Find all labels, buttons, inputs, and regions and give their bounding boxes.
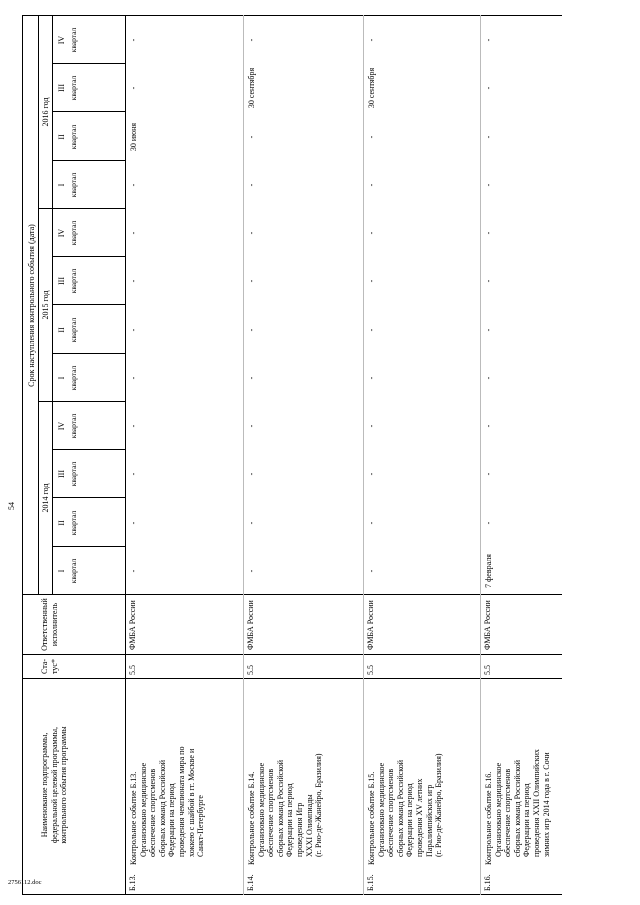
quarter-cell: - bbox=[247, 376, 256, 380]
row-event-line: обеспечение спортсменов bbox=[148, 768, 158, 857]
quarter-cell: - bbox=[484, 38, 493, 42]
quarter-label: квартал bbox=[69, 413, 78, 439]
row-event-line: Федерации на период bbox=[405, 783, 415, 857]
quarter-divider bbox=[52, 111, 125, 112]
row-event-line: проведения Игр bbox=[294, 802, 304, 857]
row-status: 5.5 bbox=[483, 665, 492, 675]
quarter-number: III bbox=[57, 277, 66, 285]
header-bottom-border bbox=[125, 15, 126, 895]
quarter-cell: - bbox=[484, 135, 493, 139]
row-event-name bbox=[129, 679, 206, 865]
header-name: Наименование подпрограммы, федеральной целевой программы, контрольного события программы bbox=[40, 726, 69, 844]
quarter-cell: - bbox=[367, 424, 376, 428]
quarter-label: квартал bbox=[69, 220, 78, 246]
quarter-label: квартал bbox=[69, 317, 78, 343]
quarter-label: квартал bbox=[69, 75, 78, 101]
quarter-label: квартал bbox=[69, 124, 78, 150]
quarter-cell: - bbox=[247, 279, 256, 283]
row-event-line: (г. Рио-де-Жанейро, Бразилия) bbox=[314, 753, 324, 857]
row-event-line: сборных команд Российской bbox=[157, 759, 167, 857]
quarter-cell: - bbox=[367, 135, 376, 139]
quarter-divider bbox=[52, 497, 125, 498]
quarter-number: II bbox=[57, 520, 66, 526]
row-event-line: проведения XV летних bbox=[414, 778, 424, 857]
col-divider-status bbox=[22, 654, 562, 655]
row-event-line: Федерации на период bbox=[285, 783, 295, 857]
row-id: Б.15. bbox=[366, 874, 375, 891]
row-event-line: Организовано медицинское bbox=[256, 762, 266, 857]
row-separator bbox=[480, 15, 481, 895]
quarter-cell: 30 июня bbox=[129, 122, 138, 152]
quarter-cell: - bbox=[484, 279, 493, 283]
quarter-divider bbox=[52, 63, 125, 64]
quarter-cell: - bbox=[247, 521, 256, 525]
quarter-number: III bbox=[57, 470, 66, 478]
quarter-cell: - bbox=[367, 472, 376, 476]
row-event-line: Контрольное событие Б.13. bbox=[129, 771, 138, 865]
row-event-line: Федерации на период bbox=[522, 783, 532, 857]
quarter-cell: - bbox=[367, 279, 376, 283]
quarter-cell: - bbox=[367, 376, 376, 380]
row-event-line: Контрольное событие Б.15. bbox=[367, 771, 376, 865]
quarter-divider bbox=[52, 160, 125, 161]
row-event-line: Организовано медицинское bbox=[138, 762, 148, 857]
quarter-cell: - bbox=[129, 521, 138, 525]
quarter-cell: - bbox=[247, 328, 256, 332]
row-event-line: Санкт-Петербурге bbox=[196, 795, 206, 857]
year-header-underline bbox=[52, 16, 53, 595]
header-deadline: Срок наступления контрольного события (дата) bbox=[27, 224, 36, 387]
quarter-divider bbox=[52, 256, 125, 257]
quarter-cell: - bbox=[247, 472, 256, 476]
row-event-line: Федерации на период bbox=[167, 783, 177, 857]
row-event-name bbox=[484, 679, 551, 865]
col-divider-executor bbox=[22, 594, 562, 595]
quarter-label: квартал bbox=[69, 365, 78, 391]
quarter-cell: - bbox=[129, 328, 138, 332]
row-id: Б.16. bbox=[483, 874, 492, 891]
quarter-number: II bbox=[57, 134, 66, 140]
quarter-number: I bbox=[57, 183, 66, 187]
quarter-number: III bbox=[57, 84, 66, 92]
quarter-cell: - bbox=[484, 86, 493, 90]
quarter-number: I bbox=[57, 376, 66, 380]
header-executor: Ответственный исполнитель bbox=[40, 598, 59, 651]
row-event-line: обеспечение спортсменов bbox=[503, 768, 513, 857]
quarter-cell: 30 сентября bbox=[367, 67, 376, 109]
quarter-number: I bbox=[57, 569, 66, 573]
row-event-line: хоккею с шайбой в гг. Москве и bbox=[186, 748, 196, 857]
quarter-cell: - bbox=[367, 569, 376, 573]
quarter-label: квартал bbox=[69, 27, 78, 53]
row-id: Б.14. bbox=[246, 874, 255, 891]
row-event-line: обеспечение спортсменов bbox=[266, 768, 276, 857]
quarter-cell: - bbox=[367, 231, 376, 235]
quarter-cell: - bbox=[247, 569, 256, 573]
quarter-cell: - bbox=[367, 183, 376, 187]
table-right-border bbox=[22, 15, 562, 16]
row-event-line: сборных команд Российской bbox=[512, 759, 522, 857]
quarter-cell: - bbox=[129, 231, 138, 235]
row-event-name bbox=[367, 679, 444, 865]
quarter-cell: - bbox=[484, 328, 493, 332]
row-event-line: проведения XXII Олимпийских bbox=[531, 749, 541, 857]
row-event-line: (г. Рио-де-Жанейро, Бразилия) bbox=[434, 753, 444, 857]
quarter-cell: - bbox=[367, 521, 376, 525]
row-event-line: проведения чемпионата мира по bbox=[176, 746, 186, 857]
quarter-cell: - bbox=[247, 183, 256, 187]
row-status: 5.5 bbox=[366, 665, 375, 675]
quarter-cell: - bbox=[484, 424, 493, 428]
table-left-border bbox=[22, 894, 562, 895]
row-event-line: XXXI Олимпиады bbox=[304, 794, 314, 857]
quarter-number: IV bbox=[57, 228, 66, 238]
header-status: Ста- тус* bbox=[40, 658, 59, 675]
row-event-line: Контрольное событие Б.14. bbox=[247, 771, 256, 865]
quarter-cell: - bbox=[484, 183, 493, 187]
quarter-cell: - bbox=[367, 328, 376, 332]
quarter-cell: - bbox=[484, 376, 493, 380]
quarter-divider bbox=[52, 353, 125, 354]
quarter-number: II bbox=[57, 327, 66, 333]
quarter-cell: - bbox=[129, 569, 138, 573]
row-event-line: обеспечение спортсменов bbox=[386, 768, 396, 857]
quarter-label: квартал bbox=[69, 558, 78, 584]
row-executor: ФМБА России bbox=[128, 600, 137, 650]
row-status: 5.5 bbox=[246, 665, 255, 675]
row-event-line: Паралимпийских игр bbox=[424, 784, 434, 857]
page-number: 54 bbox=[7, 502, 16, 510]
row-executor: ФМБА России bbox=[483, 600, 492, 650]
year-2015: 2015 год bbox=[41, 290, 50, 320]
quarter-label: квартал bbox=[69, 510, 78, 536]
deadline-header-underline bbox=[38, 16, 39, 595]
quarter-divider bbox=[52, 546, 125, 547]
year-divider-1 bbox=[38, 401, 125, 402]
row-id: Б.13. bbox=[128, 874, 137, 891]
year-2014: 2014 год bbox=[41, 483, 50, 513]
quarter-cell: - bbox=[247, 424, 256, 428]
footer-doc-code: 2756112.doc bbox=[8, 879, 42, 886]
quarter-cell: - bbox=[129, 424, 138, 428]
row-separator bbox=[243, 15, 244, 895]
quarter-cell: - bbox=[247, 135, 256, 139]
quarter-number: IV bbox=[57, 35, 66, 45]
row-event-line: Организовано медицинское bbox=[493, 762, 503, 857]
row-event-line: зимних игр 2014 года в г. Сочи bbox=[541, 752, 551, 857]
quarter-cell: - bbox=[129, 183, 138, 187]
table-top-border bbox=[22, 15, 23, 895]
row-executor: ФМБА России bbox=[246, 600, 255, 650]
row-event-line: сборных команд Российской bbox=[275, 759, 285, 857]
quarter-cell: - bbox=[484, 472, 493, 476]
row-separator bbox=[363, 15, 364, 895]
row-executor: ФМБА России bbox=[366, 600, 375, 650]
quarter-cell: - bbox=[484, 521, 493, 525]
quarter-cell: 7 февраля bbox=[484, 554, 493, 588]
year-divider-2 bbox=[38, 208, 125, 209]
quarter-label: квартал bbox=[69, 172, 78, 198]
year-2016: 2016 год bbox=[41, 97, 50, 127]
quarter-cell: - bbox=[484, 231, 493, 235]
quarter-cell: - bbox=[129, 472, 138, 476]
quarter-label: квартал bbox=[69, 461, 78, 487]
quarter-divider bbox=[52, 304, 125, 305]
row-event-line: Организовано медицинское bbox=[376, 762, 386, 857]
row-event-name bbox=[247, 679, 324, 865]
quarter-number: IV bbox=[57, 421, 66, 431]
quarter-label: квартал bbox=[69, 268, 78, 294]
quarter-cell: - bbox=[129, 279, 138, 283]
quarter-cell: - bbox=[247, 38, 256, 42]
row-event-line: Контрольное событие Б.16. bbox=[484, 771, 493, 865]
quarter-cell: 30 сентября bbox=[247, 67, 256, 109]
quarter-cell: - bbox=[129, 38, 138, 42]
quarter-cell: - bbox=[367, 38, 376, 42]
quarter-cell: - bbox=[247, 231, 256, 235]
quarter-cell: - bbox=[129, 86, 138, 90]
row-status: 5.5 bbox=[128, 665, 137, 675]
row-event-line: сборных команд Российской bbox=[395, 759, 405, 857]
quarter-cell: - bbox=[129, 376, 138, 380]
quarter-divider bbox=[52, 449, 125, 450]
